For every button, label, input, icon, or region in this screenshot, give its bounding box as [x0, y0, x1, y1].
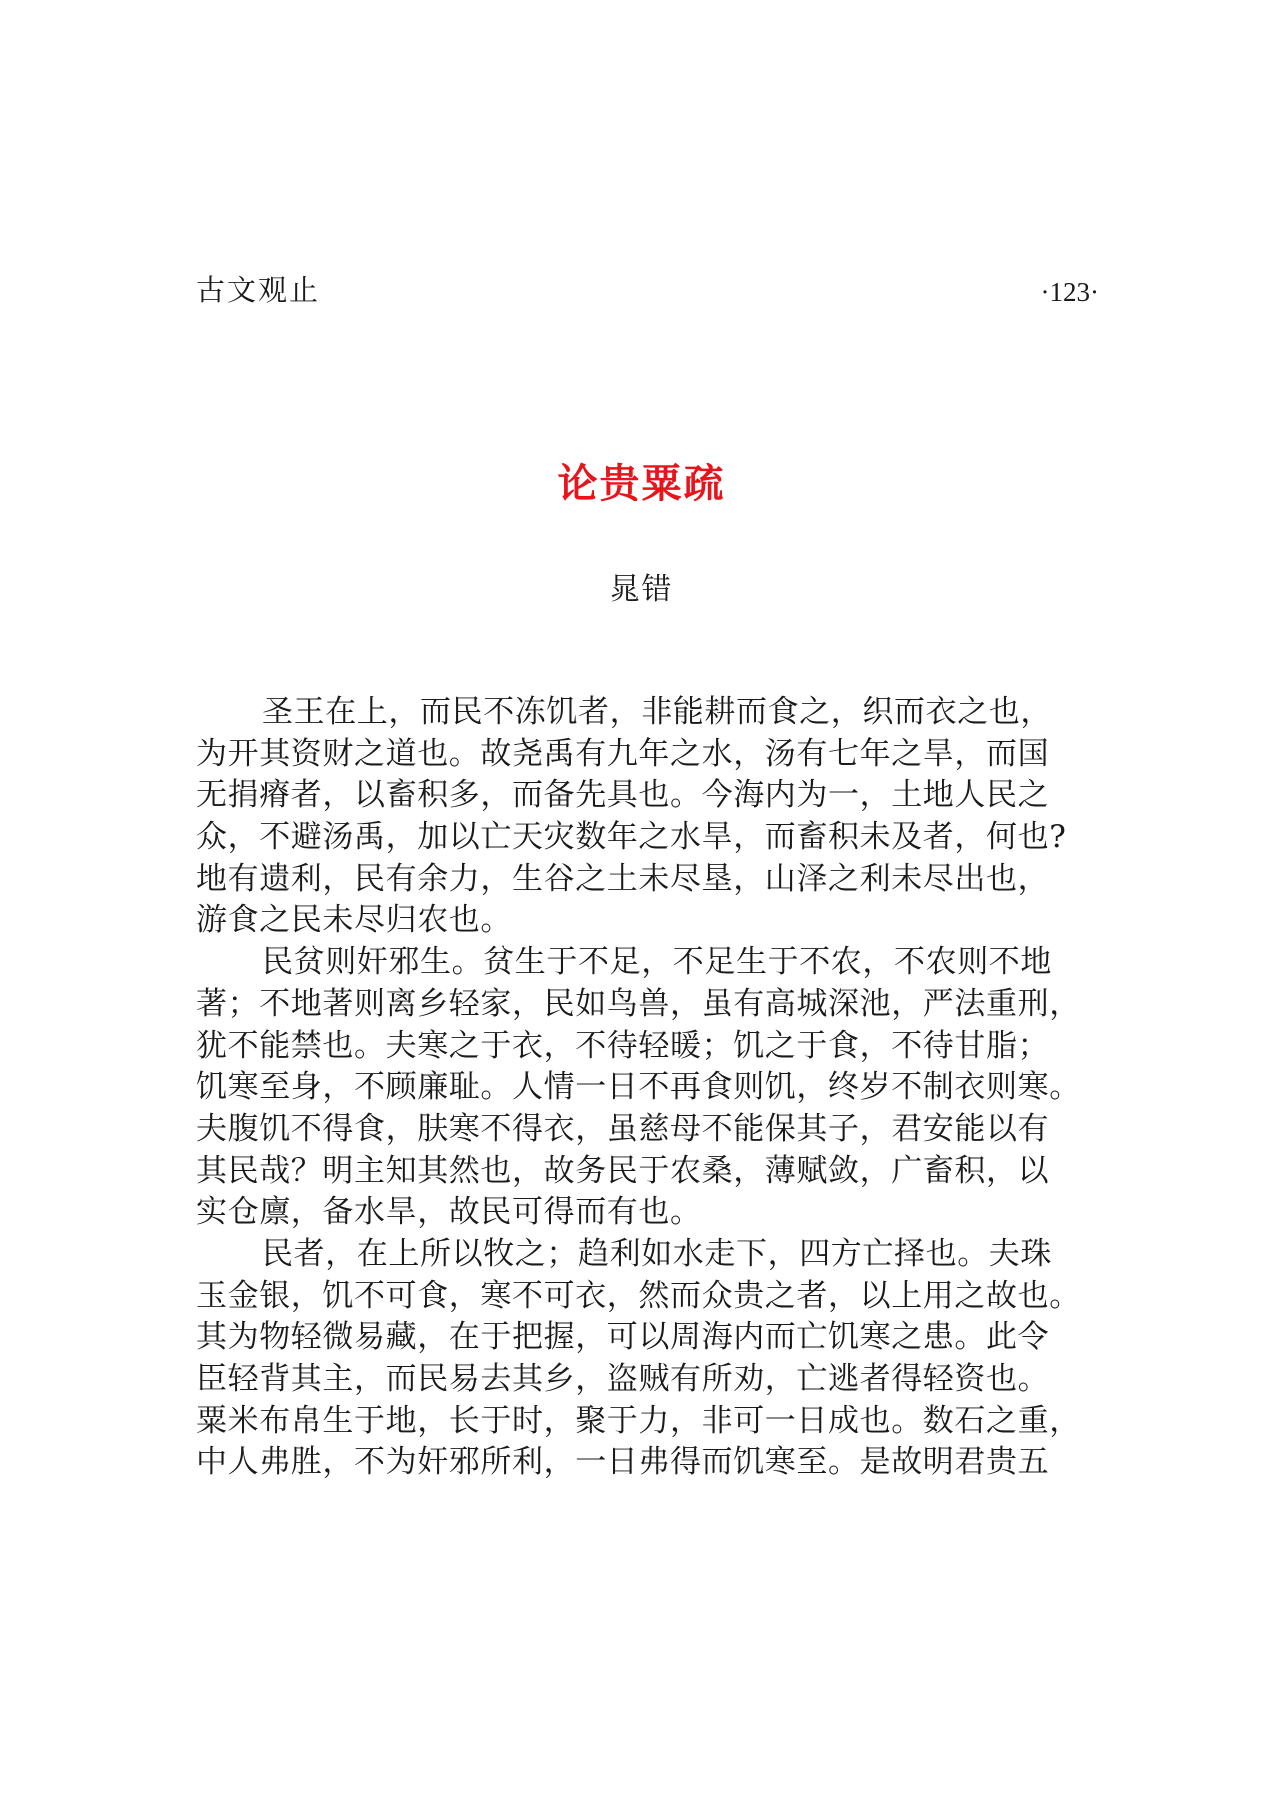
text-line: 粟米布帛生于地，长于时，聚于力，非可一日成也。数石之重，: [196, 1402, 1081, 1439]
text-line: 著；不地著则离乡轻家，民如鸟兽，虽有高城深池，严法重刑，: [196, 985, 1081, 1022]
article-author: 晁错: [609, 572, 674, 607]
text-line: 中人弗胜，不为奸邪所利，一日弗得而饥寒至。是故明君贵五: [196, 1444, 1050, 1481]
text-line: 其为物轻微易藏，在于把握，可以周海内而亡饥寒之患。此令: [196, 1319, 1050, 1356]
text-line: 其民哉？明主知其然也，故务民于农桑，薄赋敛，广畜积，以: [196, 1152, 1050, 1189]
text-line: 夫腹饥不得食，肤寒不得衣，虽慈母不能保其子，君安能以有: [196, 1110, 1050, 1147]
article-title: 论贵粟疏: [557, 461, 726, 507]
text-line: 为开其资财之道也。故尧禹有九年之水，汤有七年之旱，而国: [196, 735, 1050, 772]
running-head-book-title: 古文观止: [196, 273, 321, 307]
text-line: 游食之民未尽归农也。: [196, 902, 512, 939]
text-line: 实仓廪，备水旱，故民可得而有也。: [196, 1194, 702, 1231]
text-line: 臣轻背其主，而民易去其乡，盗贼有所劝，亡逃者得轻资也。: [196, 1361, 1050, 1397]
text-line: 地有遗利，民有余力，生谷之土未尽垦，山泽之利未尽出也，: [196, 860, 1050, 897]
text-line: 圣王在上，而民不冻饥者，非能耕而食之，织而衣之也，: [262, 694, 1052, 730]
text-line: 众，不避汤禹，加以亡天灾数年之水旱，而畜积未及者，何也?: [196, 819, 1067, 856]
text-line: 玉金银，饥不可食，寒不可衣，然而众贵之者，以上用之故也。: [196, 1277, 1081, 1314]
text-line: 饥寒至身，不顾廉耻。人情一日不再食则饥，终岁不制衣则寒。: [196, 1069, 1081, 1106]
text-line: 无捐瘠者，以畜积多，而备先具也。今海内为一，土地人民之: [196, 777, 1050, 814]
text-line: 民者，在上所以牧之；趋利如水走下，四方亡择也。夫珠: [262, 1235, 1052, 1272]
text-line: 民贫则奸邪生。贫生于不足，不足生于不农，不农则不地: [262, 944, 1052, 981]
page-number: ·123·: [1040, 277, 1099, 307]
text-line: 犹不能禁也。夫寒之于衣，不待轻暖；饥之于食，不待甘脂；: [196, 1027, 1050, 1064]
article-body: [196, 692, 1110, 1484]
